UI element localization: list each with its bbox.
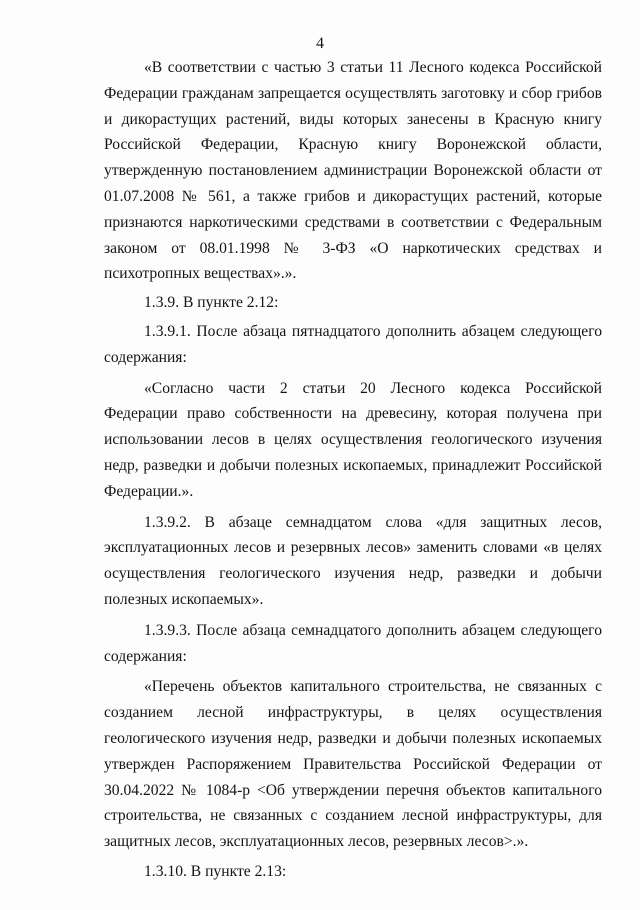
paragraph-amendment-text-timber: «Согласно части 2 статьи 20 Лесного кодекса Российской Федерации право собственности на древесину, которая получена при использовании лесов в целях осуществления геологического изучения недр, разведки и добычи полезных ископаемых, принадлежит Российской Федерации.». bbox=[104, 379, 602, 500]
paragraph-item-1-3-9-2: 1.3.9.2. В абзаце семнадцатом слова «для защитных лесов, эксплуатационных лесов и резервных лесов» заменить словами «в целях осуществления геологического изучения недр, разведки и добычи полезных ископаемых». bbox=[104, 513, 602, 608]
paragraph-item-1-3-9: 1.3.9. В пункте 2.12: bbox=[144, 294, 279, 312]
paragraph-item-1-3-9-1: 1.3.9.1. После абзаца пятнадцатого дополнить абзацем следующего содержания: bbox=[104, 322, 602, 366]
page-number: 4 bbox=[316, 35, 324, 52]
paragraph-amendment-text-capital-objects: «Перечень объектов капитального строительства, не связанных с созданием лесной инфраструктуры, в целях осуществления геологического изучения недр, разведки и добычи полезных ископаемых утвержден Распоряжением Правительства Российской Федерации от 30.04.2022 № 1084-р <Об утверждении перечня объектов капитального строительства, не связанных с созданием лесной инфраструктуры, для защитных лесов, эксплуатационных лесов, резервных лесов>.». bbox=[104, 678, 602, 851]
document-body bbox=[104, 55, 602, 885]
paragraph-item-1-3-9-3: 1.3.9.3. После абзаца семнадцатого дополнить абзацем следующего содержания: bbox=[104, 621, 602, 665]
paragraph-amendment-text-mushrooms: «В соответствии с частью 3 статьи 11 Лесного кодекса Российской Федерации гражданам запрещается осуществлять заготовку и сбор грибов и дикорастущих растений, виды которых занесены в Красную книгу Российской Федерации, Красную книгу Воронежской области, утвержденную постановлением администрации Воронежской области от 01.07.2008 № 561, а также грибов и дикорастущих растений, которые признаются наркотическими средствами в соответствии с Федеральным законом от 08.01.1998 № 3-ФЗ «О наркотических средствах и психотропных веществах».». bbox=[104, 59, 602, 283]
paragraph-item-1-3-10: 1.3.10. В пункте 2.13: bbox=[144, 862, 287, 880]
